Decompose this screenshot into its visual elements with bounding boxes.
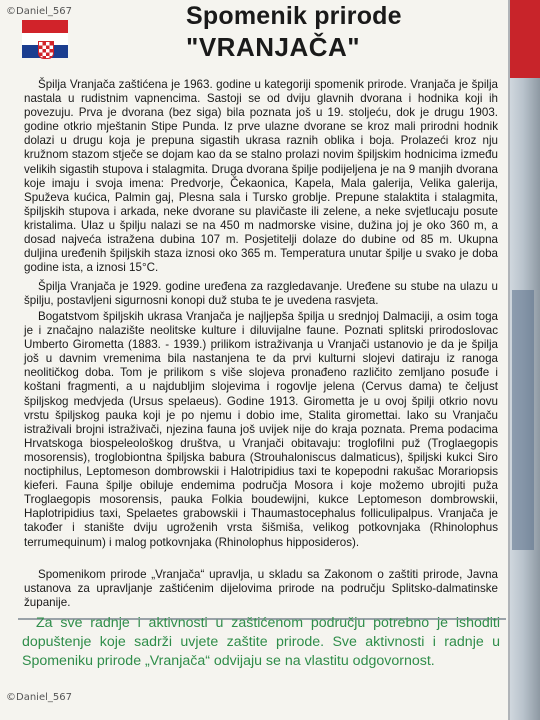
croatian-flag-icon (22, 20, 68, 58)
watermark-top: ©Daniel_567 (6, 6, 72, 17)
background-edge (506, 0, 540, 720)
paragraph-management: Spomenikom prirode „Vranjača“ upravlja, u skladu sa Zakonom o zaštiti prirode, Javna ustanova za upravljanje zaštićenim dijelovima prirode na području Splitsko-dalmatinske županije. (24, 568, 498, 610)
paragraph-cave-fauna: Bogatstvom špiljskih ukrasa Vranjača je najljepša špilja u srednjoj Dalmaciji, a osim toga je i značajno nalazište neolitske kulture i diluvijalne faune. Poznati splitski prirodoslovac Umberto Girometta (1883. - 1939.) prilikom istraživanja u Vranjači ustanovio je da je špilja još u davnim vremenima bila nastanjena te da prvi kulturni slojevi datiraju iz ranoga neolitičkog doba. Tom je prilikom s više slojeva pronađeno različito zemljano posuđe i koštani fragmenti, a u najdubljim slojevima i rogovlje jelena (Cervus dama) te čeljust špiljskog medvjeda (Ursus spelaeus). Godine 1913. Girometta je u ovoj špilji otkrio novu vrstu špiljskog pauka koji je po njemu i dobio ime, Stalita giromettai. Iako su Vranjaču istraživali brojni istraživači, njezina fauna još uvijek nije do kraja poznata. Prema podacima Hrvatskoga biospeleološkog društva, u Vranjači obitavaju: troglofilni puž (Troglaegopis mosorensis), troglobiontna špiljska babura (Strouhaloniscus dalmaticus), špiljski kukci Siro noctiphilus, Leptomeson dombrowskii i Halotripidius taxi te kopepodni rakušac Morariopsis kieferi. Fauna špilje obiluje endemima područja Mosora i koje možemo ubrojiti puža Troglaegopis mosorensis, pauka Folkia boudewijni, kukce Leptomeson dombrowskii, Haplotripidius taxi, Spelaetes grabowskii i Thaumastocephalus folliculipalpus. Vranjača je također i stanište dviju ugroženih vrsta šišmiša, velikog potkovnjaka (Rhinolophus terrumequinum) i malog potkovnjaka (Rhinolophus hipposideros). (24, 310, 498, 549)
title-line-2: "VRANJAČA" (186, 32, 361, 62)
background-blue-panel (512, 290, 534, 550)
paragraph-cave-description: Špilja Vranjača zaštićena je 1963. godine u kategoriji spomenik prirode. Vranjača je špilja nastala u rudistnim vapnencima. Sastoji se od dviju glavnih dvorana i hodnika koji ih povezuju. Prva je dvorana (bez siga) bila poznata još u 19. stoljeću, dok je drugu 1903. godine otkrio mještanin Stipe Punda. Iz prve ulazne dvorane se kroz mali prirodni hodnik dolazi u drugu koja je prepuna sigastih ukrasa raznih oblika i boja. Prolazeći kroz nju kružnom stazom stječe se dojam kao da se stalno prolazi novim špiljskim hodnicima između velikih sigastih stupova i stalagmita. Druga dvorana špilje podijeljena je na 9 manjih dvorana koje imaju i svoja imena: Predvorje, Čekaonica, Kapela, Mala galerija, Velika galerija, Spuževa kućica, Palmin gaj, Plesna sala i Tursko groblje. Prepune stalaktita i stalagmita, špiljskih stupova i arkada, neke dvorane su plavičaste ili zelene, a neke svjetlucaju posute kristalima. Ulaz u špilju nalazi se na 450 m nadmorske visine, dužina joj je oko 360 m, a dosad najveća istražena dubina 107 m. Posjetitelji dolaze do dubine od 85 m. Ukupna duljina uređenih špiljskih staza iznosi oko 365 m. Temperatura unutar špilje u svako je doba godine ista, a iznosi 15°C. (24, 78, 498, 275)
paragraph-cave-arrangement: Špilja Vranjača je 1929. godine uređena za razgledavanje. Uređene su stube na ulazu u špilju, postavljeni sigurnosni konopi duž stuba te je uvedena rasvjeta. (24, 280, 498, 308)
watermark-bottom: ©Daniel_567 (6, 692, 72, 703)
protection-notice: Za sve radnje i aktivnosti u zaštićenom području potrebno je ishoditi dopuštenje koje sadrži uvjete zaštite prirode. Sve aktivnosti i radnje u Spomeniku prirode „Vranjača“ odvijaju se na vlastitu odgovornost. (22, 615, 500, 669)
title-line-1: Spomenik prirode (186, 2, 402, 30)
background-red-panel (510, 0, 540, 78)
